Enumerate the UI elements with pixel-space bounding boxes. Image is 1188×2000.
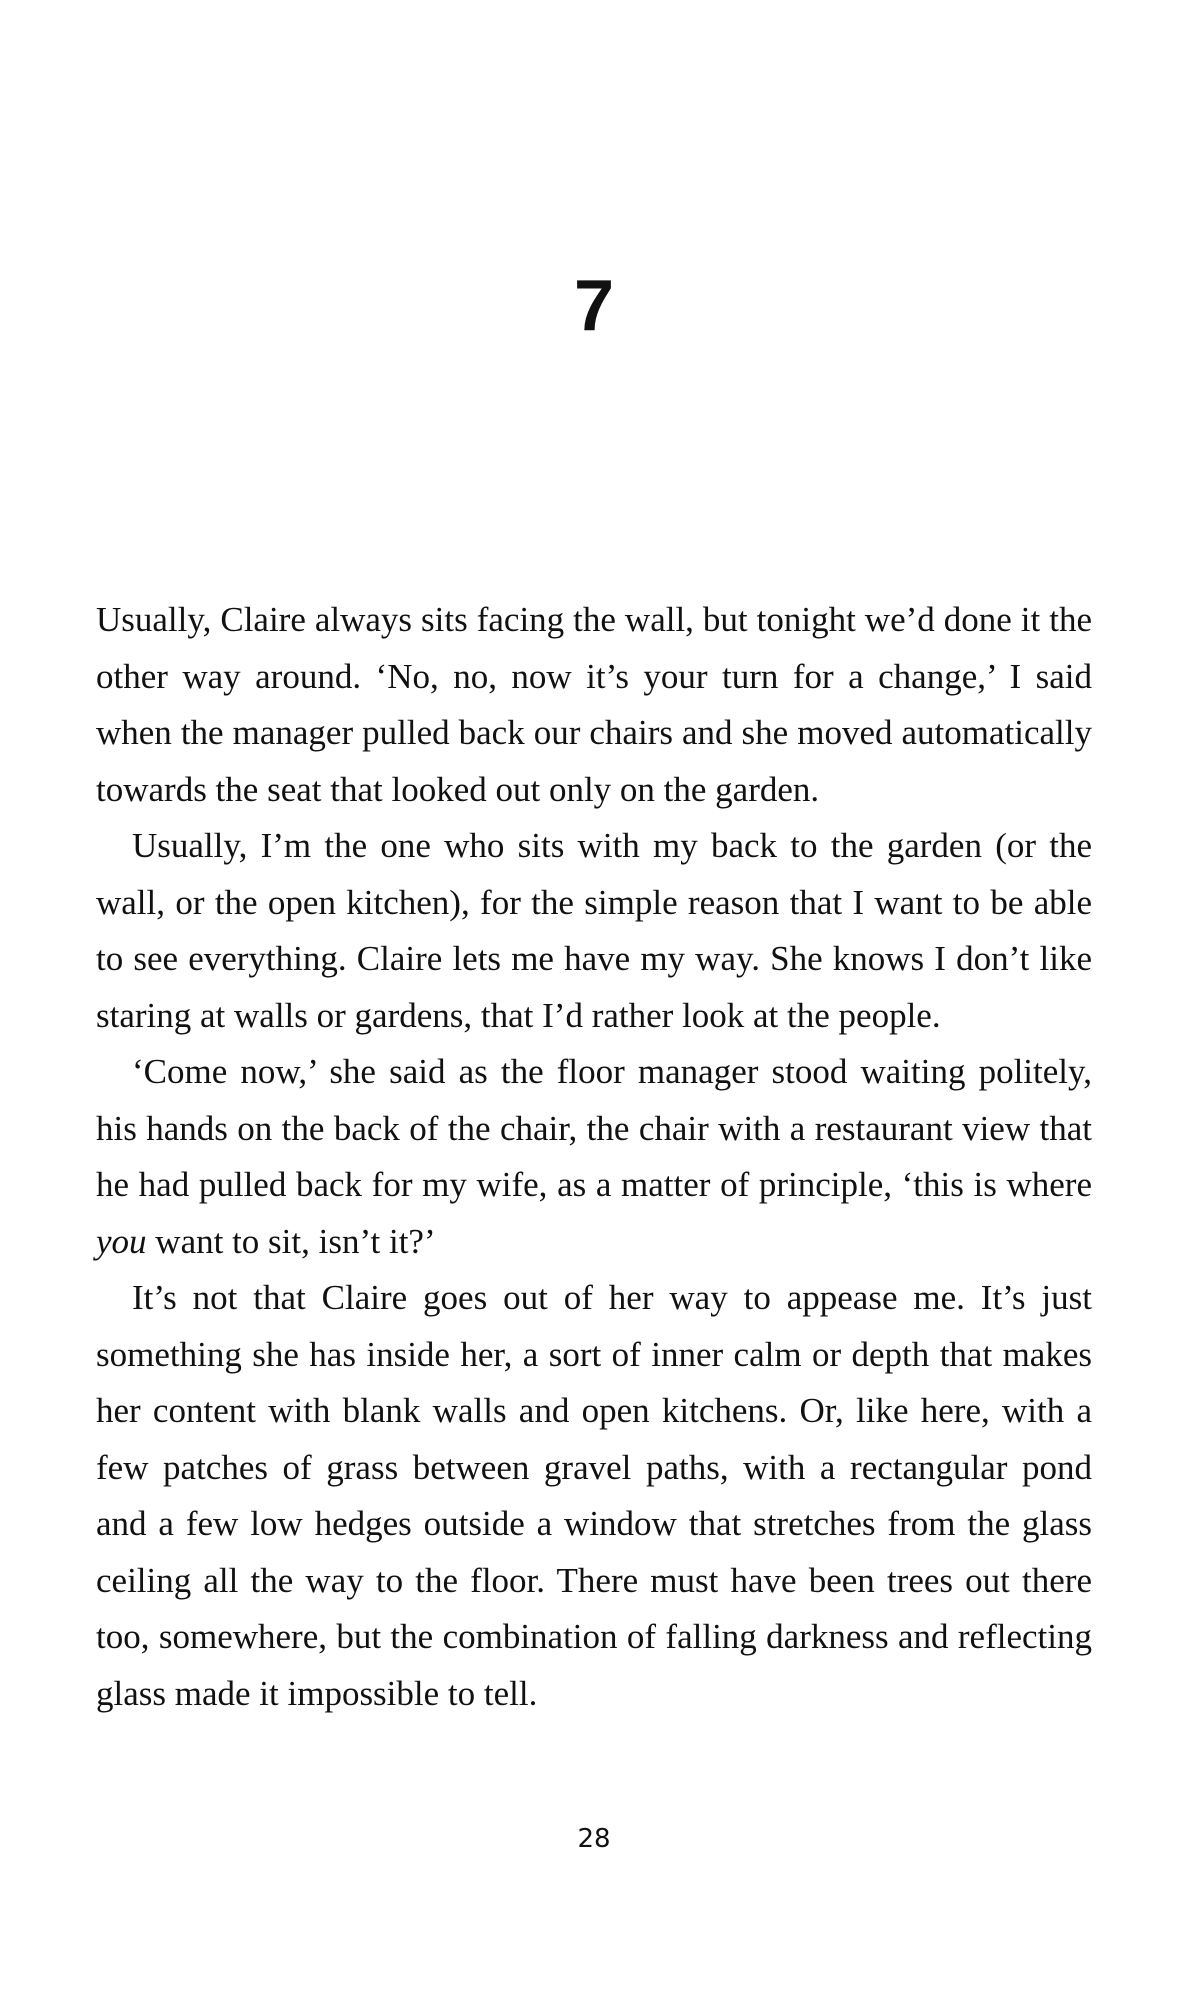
chapter-body (96, 592, 1092, 1722)
paragraph-4: It’s not that Claire goes out of her way to appease me. It’s just something she has inside her, a sort of inner calm or depth that makes her content with blank walls and open kitchens. Or, like here, with a few patches of grass between gravel paths, with a rectangular pond and a few low hedges outside a window that stretches from the glass ceiling all the way to the floor. There must have been trees out there too, somewhere, but the combination of falling darkness and reflecting glass made it impossible to tell. (96, 1278, 1092, 1713)
page-number: 28 (577, 1824, 611, 1854)
paragraph-3-part-1: ‘Come now,’ she said as the floor manager stood waiting politely, his hands on the back of the chair, the chair with a restaurant view that he had pulled back for my wife, as a matter of principle, ‘this is where (96, 1052, 1092, 1204)
paragraph-3-part-2: want to sit, isn’t it?’ (146, 1221, 436, 1261)
emphasis-you: you (96, 1221, 147, 1261)
chapter-number: 7 (573, 266, 615, 346)
paragraph-3 (96, 1044, 1092, 1270)
paragraph-2: Usually, I’m the one who sits with my back to the garden (or the wall, or the open kitchen), for the simple reason that I want to be able to see everything. Claire lets me have my way. She knows I don’t like staring at walls or gardens, that I’d rather look at the people. (96, 826, 1092, 1035)
paragraph-1: Usually, Claire always sits facing the wall, but tonight we’d done it the other way around. ‘No, no, now it’s your turn for a change,’ I said when the manager pulled back our chairs and she moved automatically towards the seat that looked out only on the garden. (96, 600, 1092, 809)
